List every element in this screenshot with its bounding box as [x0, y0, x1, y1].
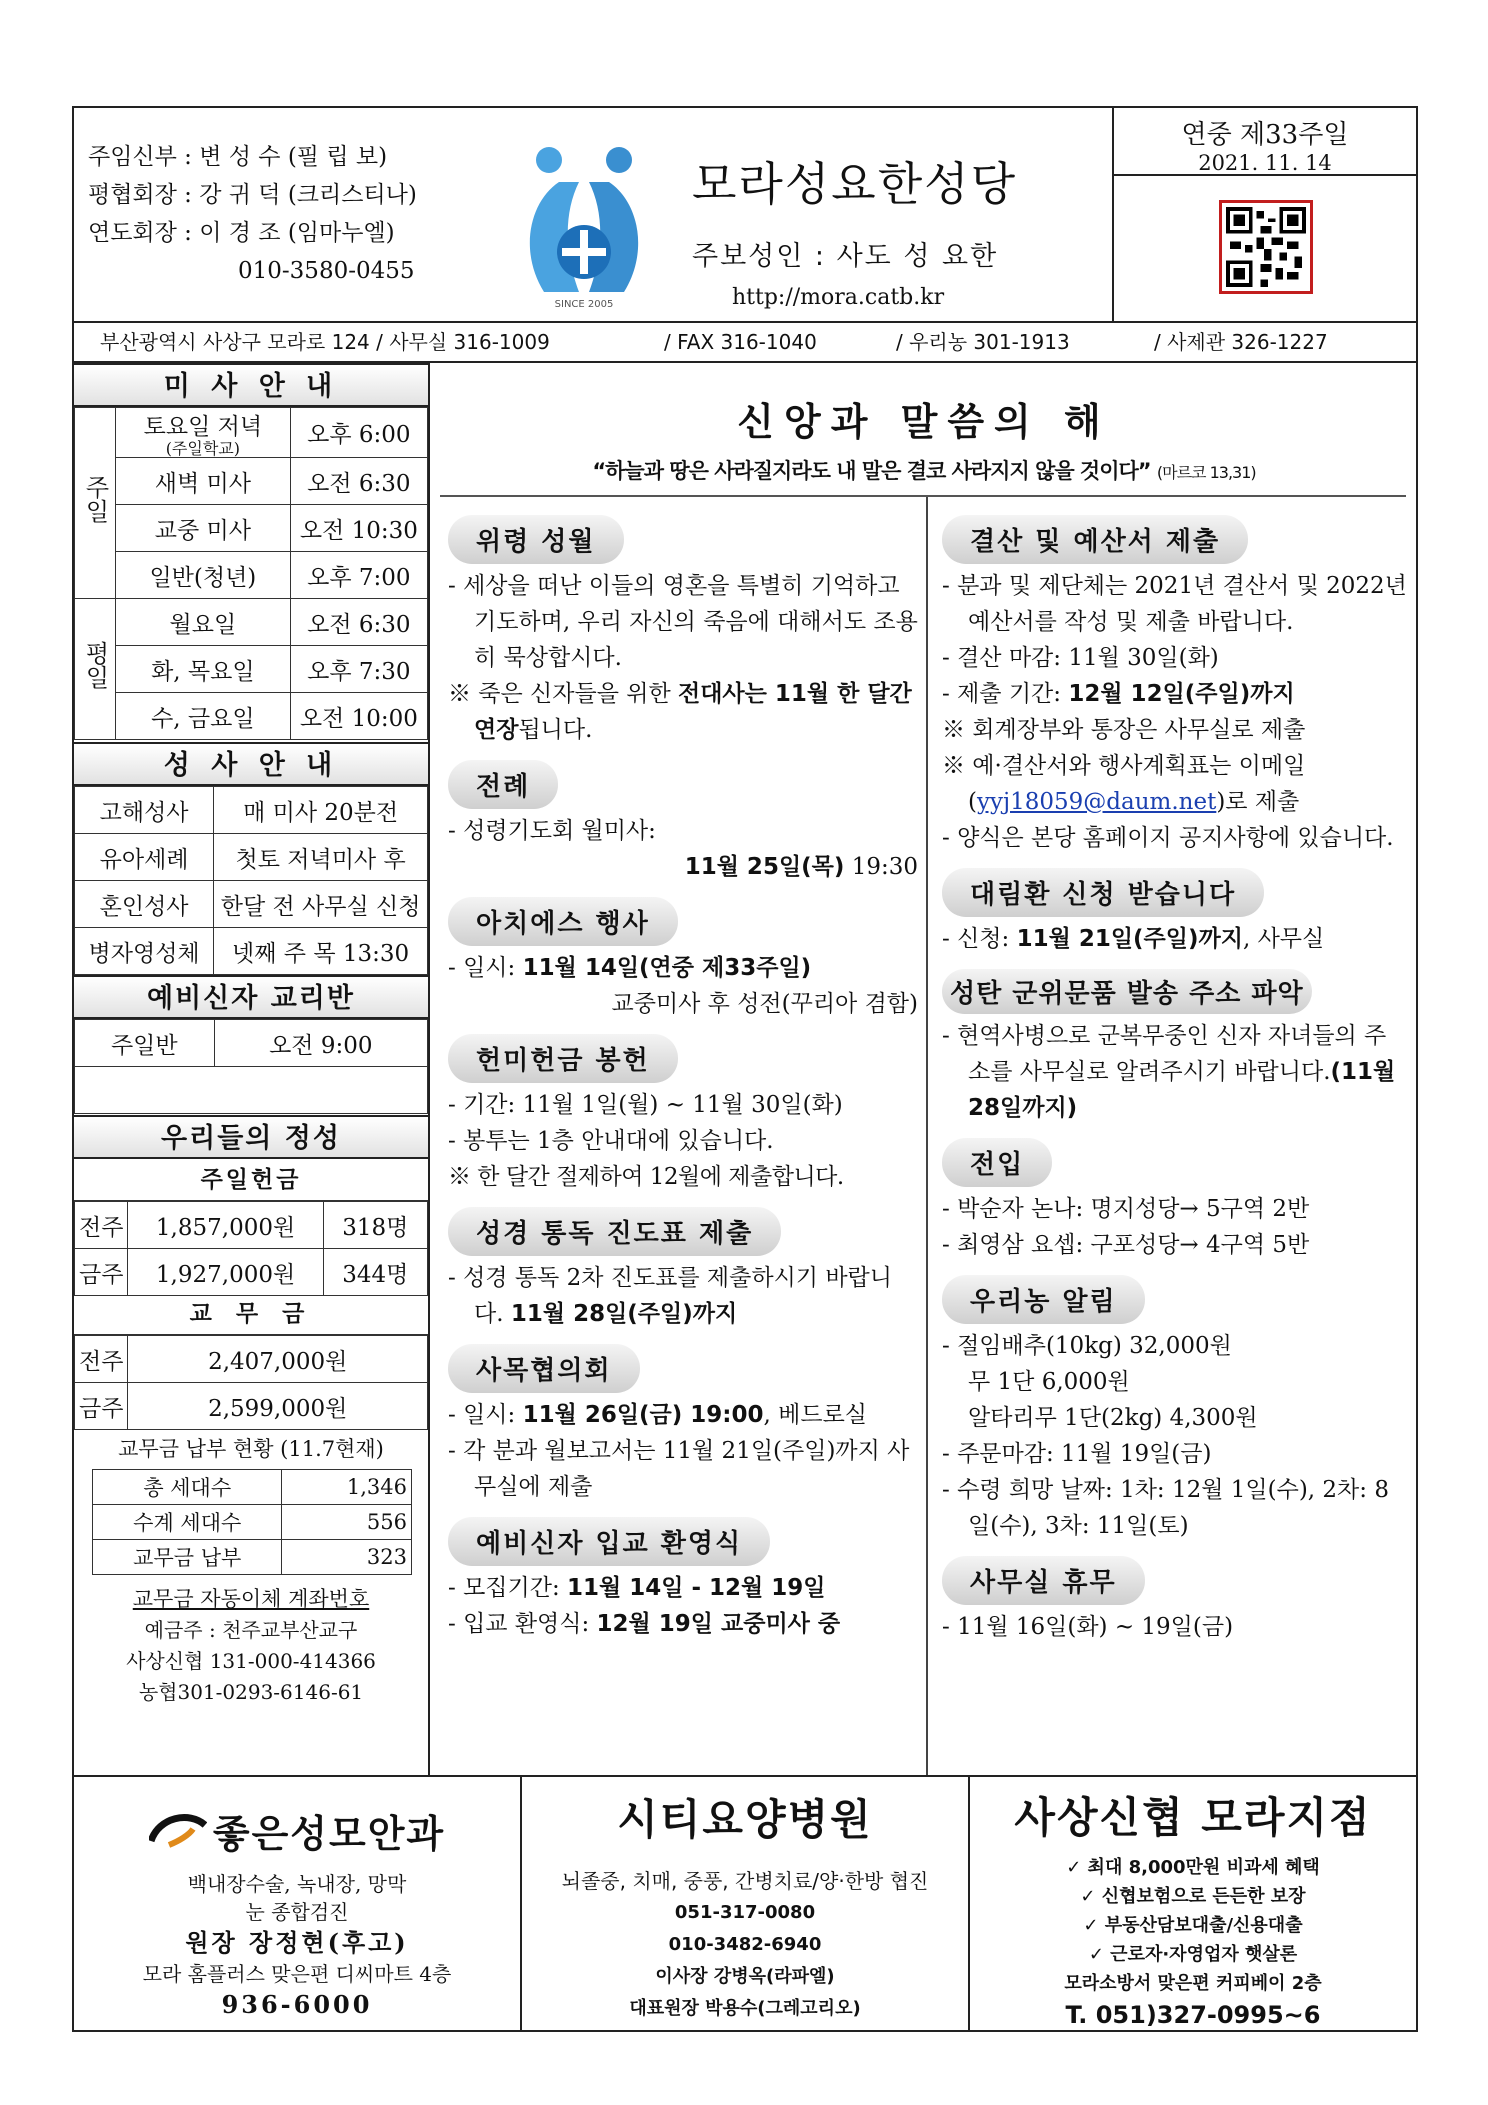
text: - 수령 희망 날짜: 1차: 12월 1일(수), 2차: 8일(수), 3차: 11일(토) [942, 1477, 1389, 1539]
section-body-office-closed [942, 1609, 1408, 1645]
section-body-welcome-ceremony [448, 1570, 918, 1642]
ad-line: ✓ 근로자·자영업자 햇살론 [1088, 1944, 1298, 1965]
section-body-bible-reading [448, 1260, 918, 1332]
week-box [1112, 108, 1416, 323]
text: - 각 분과 월보고서는 11월 21일(주일)까지 사무실에 제출 [448, 1438, 910, 1500]
parish-dues-table [74, 1335, 428, 1430]
header [74, 108, 1416, 323]
mass-name: 교중 미사 [116, 505, 291, 552]
sacrament-name: 혼인성사 [75, 881, 214, 928]
section-body-transfer-in [942, 1191, 1408, 1263]
sacrament-name: 고해성사 [75, 787, 214, 834]
status-value: 556 [282, 1505, 412, 1540]
table-row [75, 1383, 428, 1430]
mass-time: 오전 10:00 [290, 693, 427, 740]
table-row [75, 928, 428, 975]
main-content [432, 363, 1416, 1775]
verse-text: “하늘과 땅은 사라질지라도 내 말은 결코 사라지지 않을 것이다” [592, 459, 1151, 483]
collection-amount: 1,857,000원 [128, 1202, 323, 1249]
catechumen-table [74, 1019, 428, 1114]
text: - 분과 및 제단체는 2021년 결산서 및 2022년 예산서를 작성 및 제출 바랍니다. [942, 573, 1407, 635]
week-label: 전주 [75, 1202, 128, 1249]
section-body-all-souls [448, 568, 918, 748]
church-url[interactable]: http://mora.catb.kr [732, 285, 945, 310]
staff-list [88, 138, 417, 290]
ad-credit-union [970, 1777, 1416, 2032]
text: - 일시: 11월 26일(금) 19:00, 베드로실 [448, 1402, 868, 1428]
text: - 봉투는 1층 안내대에 있습니다. [448, 1128, 774, 1154]
sacrament-value: 한달 전 사무실 신청 [214, 881, 428, 928]
dues-amount: 2,599,000원 [128, 1383, 428, 1430]
ad-eye-clinic [74, 1777, 522, 2032]
text: - 모집기간: 11월 14일 - 12월 19일 [448, 1575, 826, 1601]
text: ※ 예·결산서와 행사계획표는 이메일 [942, 753, 1306, 779]
ad-line: 백내장수술, 녹내장, 망막 [187, 1872, 407, 1896]
text: - 입교 환영식: 12월 19일 교중미사 중 [448, 1611, 841, 1637]
mass-name: 월요일 [116, 599, 291, 646]
table-row [75, 408, 428, 458]
sacrament-value: 넷째 주 목 13:30 [214, 928, 428, 975]
weekday-label: 평일 [81, 641, 109, 689]
text: - 성령기도회 월미사: [448, 818, 656, 844]
sunday-label: 주일 [81, 475, 109, 523]
table-row [75, 1336, 428, 1383]
text: - 세상을 떠난 이들의 영혼을 특별히 기억하고 기도하며, 우리 자신의 죽음에 대해서도 조용히 묵상합시다. [448, 573, 918, 671]
eye-logo-icon [149, 1811, 207, 1851]
church-logo-icon [519, 142, 649, 312]
ad-line: 뇌졸중, 치매, 중풍, 간병치료/양·한방 협진 [561, 1869, 929, 1893]
empty-cell [75, 1067, 428, 1114]
dues-status-table [92, 1469, 412, 1575]
ad-phone: T. 051)327-0995~6 [1065, 2001, 1321, 2029]
ad-line: ✓ 부동산담보대출/신용대출 [1083, 1915, 1303, 1936]
table-row [75, 505, 428, 552]
ad-credit-union-name: 사상신협 모라지점 [1014, 1793, 1372, 1842]
text: - 박순자 논나: 명지성당→ 5구역 2반 [942, 1196, 1310, 1222]
address-bar [74, 323, 1416, 363]
section-title-office-closed: 사무실 휴무 [942, 1556, 1145, 1605]
text: 알타리무 1단(2kg) 4,300원 [968, 1405, 1258, 1431]
collection-amount: 1,927,000원 [128, 1249, 323, 1296]
staff-phone: 010-3580-0455 [238, 258, 415, 284]
section-body-liturgy [448, 813, 918, 885]
indulgence-note: ※ 죽은 신자들을 위한 전대사는 11월 한 달간 연장됩니다. [448, 681, 912, 743]
catechumen-time: 오전 9:00 [214, 1020, 427, 1067]
bulletin-date: 2021. 11. 14 [1198, 151, 1332, 175]
address-main: 부산광역시 사상구 모라로 124 / 사무실 316-1009 [100, 330, 550, 354]
footer-ads [74, 1775, 1416, 2030]
left-column [74, 363, 430, 1775]
column-divider [926, 497, 928, 1775]
bulletin-page [72, 106, 1418, 2032]
attendee-count: 344명 [323, 1249, 427, 1296]
divider [440, 495, 1406, 497]
text: - 결산 마감: 11월 30일(화) [942, 645, 1219, 671]
text: - 제출 기간: 12월 12일(주일)까지 [942, 681, 1295, 707]
section-title-woorinong: 우리농 알림 [942, 1275, 1145, 1324]
week-label: 금주 [75, 1249, 128, 1296]
title-block [692, 148, 1022, 310]
text: 11월 25일(목) 19:30 [684, 854, 918, 880]
sacrament-name: 병자영성체 [75, 928, 214, 975]
dues-amount: 2,407,000원 [128, 1336, 428, 1383]
ad-phone: 010-3482-6940 [668, 1934, 822, 1955]
text: - 기간: 11월 1일(월) ~ 11월 30일(화) [448, 1092, 843, 1118]
text: - 11월 16일(화) ~ 19일(금) [942, 1614, 1234, 1640]
sacrament-table [74, 786, 428, 975]
section-title-military-gifts: 성탄 군위문품 발송 주소 파악 [942, 969, 1312, 1014]
section-title-pastoral-council: 사목협의회 [448, 1344, 640, 1393]
week-label: 전주 [75, 1336, 128, 1383]
table-row [75, 1202, 428, 1249]
mass-time: 오전 6:30 [290, 458, 427, 505]
saturday-mass-name: 토요일 저녁 [143, 414, 263, 440]
section-body-pastoral-council [448, 1397, 918, 1505]
section-title-all-souls: 위령 성월 [448, 515, 624, 564]
sacrament-name: 유아세례 [75, 834, 214, 881]
staff-pastor: 주임신부 : 변 성 수 (필 립 보) [88, 144, 388, 170]
account-info [74, 1615, 428, 1708]
section-title-welcome-ceremony: 예비신자 입교 환영식 [448, 1517, 770, 1566]
text: - 양식은 본당 홈페이지 공지사항에 있습니다. [942, 825, 1394, 851]
ad-line: 이사장 강병옥(라파엘) [655, 1966, 835, 1987]
text: - 현역사병으로 군복무중인 신자 자녀들의 주소를 사무실로 알려주시기 바랍니다.(11월 28일까지) [942, 1023, 1396, 1121]
text: ※ 회계장부와 통장은 사무실로 제출 [942, 717, 1306, 743]
mass-name: 수, 금요일 [116, 693, 291, 740]
dues-status-title: 교무금 납부 현황 (11.7현재) [118, 1437, 384, 1461]
section-title-bible-reading: 성경 통독 진도표 제출 [448, 1207, 781, 1256]
sacrament-guide-title: 성 사 안 내 [74, 742, 428, 786]
announcements-right [942, 503, 1408, 1645]
week-label: 금주 [75, 1383, 128, 1430]
ad-hospital-name: 시티요양병원 [617, 1795, 873, 1844]
account-holder: 예금주 : 천주교부산교구 [144, 1618, 358, 1642]
status-label: 교무금 납부 [93, 1540, 282, 1575]
church-name: 모라성요한성당 [692, 157, 1018, 211]
table-row [75, 458, 428, 505]
table-row [75, 646, 428, 693]
saturday-mass-note: (주일학교) [165, 439, 240, 458]
mass-table [74, 407, 428, 740]
sunday-label-cell [75, 408, 116, 599]
offering-title: 우리들의 정성 [74, 1115, 428, 1159]
staff-prayer-president: 연도회장 : 이 경 조 (임마누엘) [88, 220, 395, 246]
ad-line: 모라소방서 맞은편 커피베이 2층 [1064, 1973, 1322, 1994]
text: - 신청: 11월 21일(주일)까지, 사무실 [942, 926, 1325, 952]
section-title-rice-offering: 헌미헌금 봉헌 [448, 1034, 678, 1083]
status-label: 수계 세대수 [93, 1505, 282, 1540]
table-row [75, 552, 428, 599]
parish-dues-title: 교 무 금 [74, 1293, 428, 1335]
text: - 주문마감: 11월 19일(금) [942, 1441, 1212, 1467]
ad-eye-clinic-brand [74, 1803, 520, 1858]
table-row [93, 1470, 412, 1505]
section-body-advent-wreath [942, 921, 1408, 957]
mass-time: 오후 7:00 [290, 552, 427, 599]
saturday-mass-time: 오후 6:00 [290, 408, 427, 458]
table-row [75, 787, 428, 834]
ad-line: 대표원장 박용수(그레고리오) [629, 1998, 861, 2019]
ad-nursing-hospital [522, 1777, 970, 2032]
table-row [75, 1249, 428, 1296]
section-title-budget: 결산 및 예산서 제출 [942, 515, 1248, 564]
ad-eye-clinic-name: 좋은성모안과 [212, 1812, 446, 1856]
text: 무 1단 6,000원 [968, 1369, 1130, 1395]
sacrament-value: 첫토 저녁미사 후 [214, 834, 428, 881]
table-row [75, 599, 428, 646]
mass-time: 오전 10:30 [290, 505, 427, 552]
ad-phone: 936-6000 [221, 1990, 373, 2019]
table-row [93, 1505, 412, 1540]
section-body-woorinong [942, 1328, 1408, 1544]
table-row [75, 881, 428, 928]
email-link[interactable]: yyj18059@daum.net [976, 789, 1217, 815]
weekday-label-cell [75, 599, 116, 740]
ad-line: 원장 장정현(후고) [185, 1928, 409, 1957]
status-value: 1,346 [282, 1470, 412, 1505]
section-title-advent-wreath: 대림환 신청 받습니다 [942, 868, 1264, 917]
auto-transfer-title: 교무금 자동이체 계좌번호 [132, 1587, 370, 1611]
mass-name: 화, 목요일 [116, 646, 291, 693]
mass-time: 오후 7:30 [290, 646, 427, 693]
sacrament-value: 매 미사 20분전 [214, 787, 428, 834]
patron-saint: 주보성인 : 사도 성 요한 [692, 241, 999, 272]
staff-council-president: 평협회장 : 강 귀 덕 (크리스티나) [88, 182, 417, 208]
text: ※ 한 달간 절제하여 12월에 제출합니다. [448, 1164, 844, 1190]
section-body-military-gifts [942, 1018, 1408, 1126]
ad-line: ✓ 최대 8,000만원 비과세 혜택 [1066, 1857, 1320, 1878]
mass-time: 오전 6:30 [290, 599, 427, 646]
ad-line: 눈 종합검진 [245, 1900, 349, 1924]
section-body-rice-offering [448, 1087, 918, 1195]
status-value: 323 [282, 1540, 412, 1575]
year-theme-title: 신앙과 말씀의 해 [737, 400, 1111, 444]
section-title-liturgy: 전례 [448, 760, 558, 809]
qr-code-icon[interactable] [1219, 200, 1313, 294]
ad-line: 모라 홈플러스 맞은편 디씨마트 4층 [142, 1962, 452, 1986]
table-row [75, 834, 428, 881]
liturgical-week: 연중 제33주일 [1181, 120, 1349, 150]
address-woorinong: / 우리농 301-1913 [896, 330, 1070, 354]
ad-phone: 051-317-0080 [674, 1902, 816, 1923]
catechumen-name: 주일반 [75, 1020, 215, 1067]
announcements-left [448, 503, 918, 1642]
address-rectory: / 사제관 326-1227 [1154, 330, 1328, 354]
section-title-acies: 아치에스 행사 [448, 897, 678, 946]
table-row [93, 1540, 412, 1575]
verse-reference: (마르코 13,31) [1156, 463, 1256, 482]
section-body-acies [448, 950, 918, 1022]
address-fax: / FAX 316-1040 [664, 330, 817, 354]
table-row [75, 1067, 428, 1114]
attendee-count: 318명 [323, 1202, 427, 1249]
text: - 일시: 11월 14일(연중 제33주일) [448, 955, 812, 981]
catechumen-class-title: 예비신자 교리반 [74, 975, 428, 1019]
text: - 절임배추(10kg) 32,000원 [942, 1333, 1232, 1359]
status-label: 총 세대수 [93, 1470, 282, 1505]
table-row [75, 1020, 428, 1067]
text: 교중미사 후 성전(꾸리아 겸함) [611, 991, 918, 1017]
section-body-budget [942, 568, 1408, 856]
account-shinhyup: 사상신협 131-000-414366 [126, 1649, 376, 1673]
ad-line: ✓ 신협보험으로 든든한 보장 [1080, 1886, 1306, 1907]
mass-guide-title: 미 사 안 내 [74, 363, 428, 407]
mass-name: 일반(청년) [116, 552, 291, 599]
sunday-collection-title: 주일헌금 [74, 1159, 428, 1201]
sunday-collection-table [74, 1201, 428, 1296]
account-nonghyup: 농협301-0293-6146-61 [138, 1680, 364, 1704]
text: (yyj18059@daum.net)로 제출 [968, 789, 1300, 815]
section-title-transfer-in: 전입 [942, 1138, 1052, 1187]
table-row [75, 693, 428, 740]
mass-name-cell [116, 408, 291, 458]
logo-since-text: SINCE 2005 [554, 299, 614, 310]
text: - 성경 통독 2차 진도표를 제출하시기 바랍니다. 11월 28일(주일)까지 [448, 1265, 892, 1327]
mass-name: 새벽 미사 [116, 458, 291, 505]
year-theme-verse [432, 455, 1416, 485]
text: - 최영삼 요셉: 구포성당→ 4구역 5반 [942, 1232, 1310, 1258]
